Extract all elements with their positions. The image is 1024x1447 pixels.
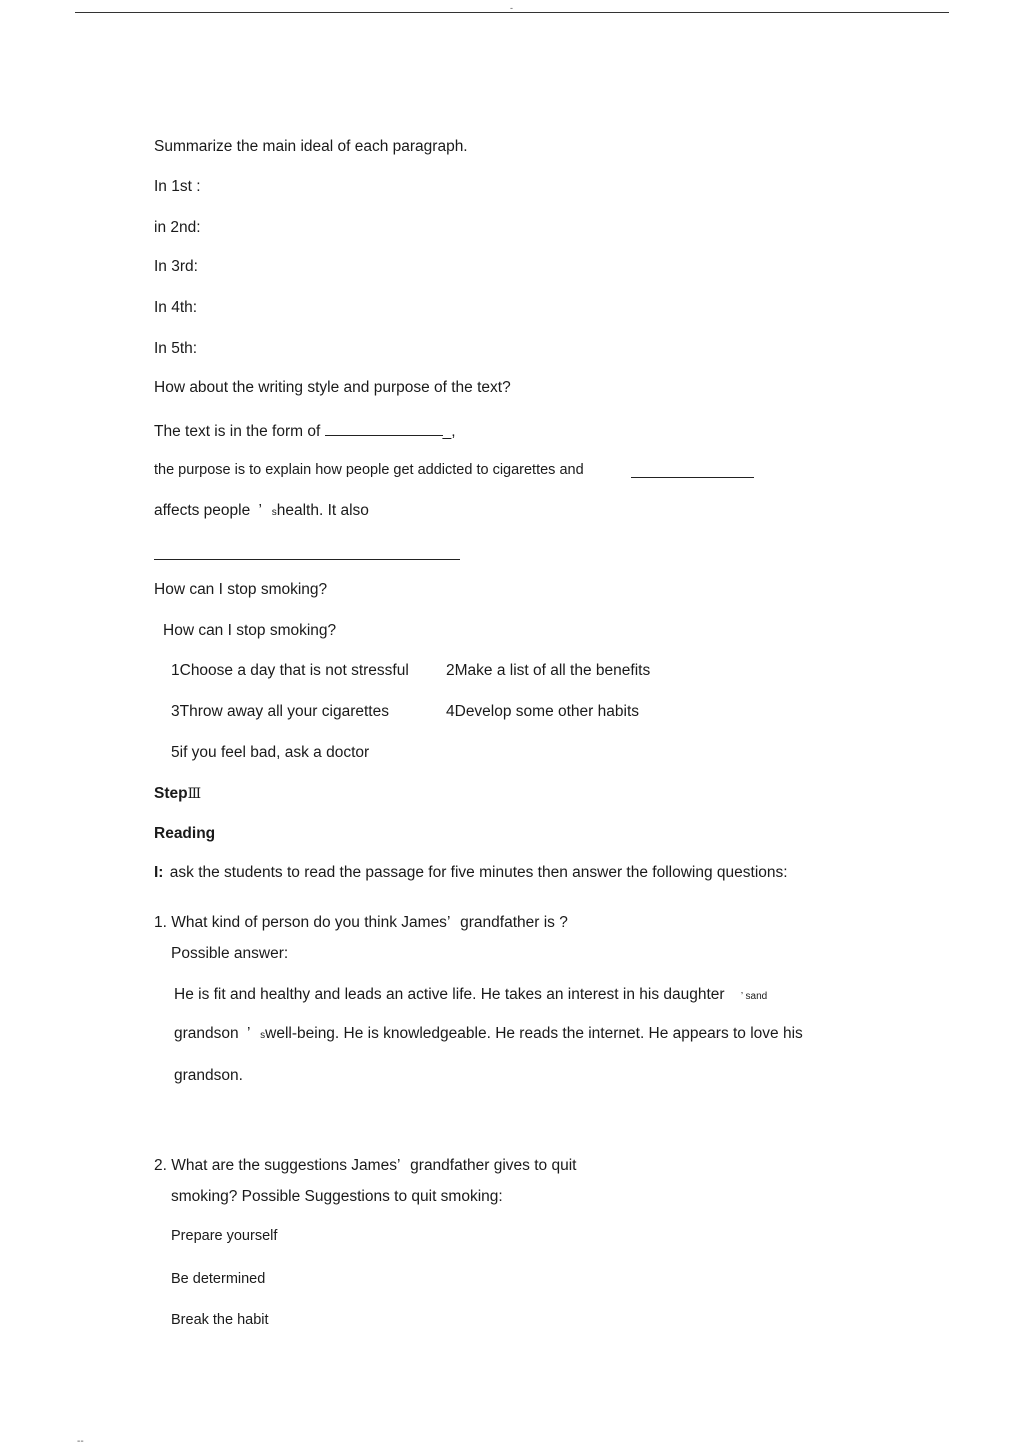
step-label: Step [154, 785, 188, 802]
q2-question [154, 1158, 576, 1174]
form-blank [325, 421, 443, 436]
tip-3: 3Throw away all your cigarettes [171, 703, 389, 720]
also-blank-line [154, 559, 460, 560]
tip-2: 2Make a list of all the benefits [446, 662, 651, 679]
form-prefix: The text is in the form of [154, 423, 321, 440]
q1-question-end: grandfather is ? [460, 914, 568, 931]
q1-question-text: 1. What kind of person do you think James [154, 914, 447, 931]
stop-question-1: How can I stop smoking? [154, 581, 328, 598]
style-question: How about the writing style and purpose of the text? [154, 379, 511, 396]
tip-5: 5if you feel bad, ask a doctor [171, 744, 370, 761]
q1-answer-apos: ’ [246, 1025, 250, 1042]
purpose-line: the purpose is to explain how people get addicted to cigarettes and [154, 462, 584, 478]
q1-answer-grandson: grandson [174, 1025, 239, 1042]
step-numeral: Ⅲ [187, 786, 202, 802]
q1-question [154, 915, 568, 931]
q2-suggestion-3: Break the habit [171, 1312, 269, 1328]
q2-suggestion-2: Be determined [171, 1271, 266, 1287]
q1-answer-text-1: He is fit and healthy and leads an active life. He takes an interest in his daughter [174, 986, 725, 1003]
step-heading [154, 786, 201, 802]
q2-question-text: 2. What are the suggestions James [154, 1157, 397, 1174]
q1-answer-label: Possible answer: [171, 945, 289, 962]
tip-1: 1Choose a day that is not stressful [171, 662, 409, 679]
form-suffix: _, [442, 423, 456, 440]
task-line [154, 865, 788, 881]
form-line [154, 421, 456, 440]
q2-question-end: grandfather gives to quit [410, 1157, 577, 1174]
footer-mark: -- [77, 1436, 84, 1447]
summary-item-1: In 1st : [154, 178, 201, 195]
tip-4: 4Develop some other habits [446, 703, 640, 720]
q1-answer-line-2 [174, 1026, 803, 1042]
summary-item-4: In 4th: [154, 299, 198, 316]
q1-answer-line-3: grandson. [174, 1067, 243, 1084]
affects-suffix: health. It also [276, 502, 369, 519]
q1-answer-rest: well-being. He is knowledgeable. He reads the internet. He appears to love his [265, 1025, 803, 1042]
q1-answer-line-1 [174, 987, 767, 1003]
header-mark: - [510, 3, 513, 13]
q2-line-2: smoking? Possible Suggestions to quit smoking: [171, 1188, 503, 1205]
summary-item-5: In 5th: [154, 340, 198, 357]
q1-answer-s: s [260, 1030, 266, 1041]
q1-apostrophe: ’ [446, 914, 450, 931]
q2-apostrophe: ’ [396, 1157, 400, 1174]
task-text: ask the students to read the passage for five minutes then answer the following questions: [169, 864, 788, 881]
q2-suggestion-1: Prepare yourself [171, 1228, 278, 1244]
summary-item-2: in 2nd: [154, 219, 201, 236]
stop-question-2: How can I stop smoking? [163, 622, 337, 639]
affects-s: s [271, 507, 277, 518]
purpose-blank [631, 477, 754, 478]
affects-apostrophe: ’ [258, 502, 262, 519]
summary-heading: Summarize the main ideal of each paragraph. [154, 138, 468, 155]
q1-answer-small: ’ sand [740, 991, 768, 1002]
summary-item-3: In 3rd: [154, 258, 198, 275]
affects-prefix: affects people [154, 502, 251, 519]
reading-heading: Reading [154, 825, 216, 842]
task-marker: I: [154, 864, 164, 881]
affects-line [154, 503, 369, 519]
